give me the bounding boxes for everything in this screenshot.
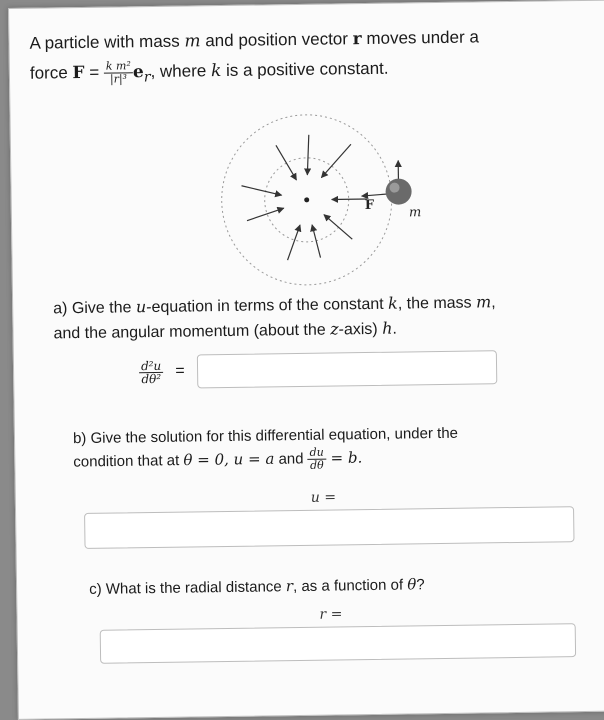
part-b-answer-input[interactable] [84,506,574,549]
question-sheet [8,0,604,720]
mass-label: m [409,205,422,220]
part-a-answer-input[interactable] [196,350,496,388]
part-c-answer-input[interactable] [100,623,576,664]
u-answer-label: u = [311,489,336,505]
force-label: F [365,198,375,213]
part-c-question: c) What is the radial distance r, as a function of θ? [89,571,579,601]
center-point [304,197,309,202]
force-fraction: $\frac{\text{k m²}}{\text{|r|³}}$ [104,60,133,85]
part-a-question: a) Give the u-equation in terms of the constant k, the mass m, and the angular momentum (about the z-axis) h. [53,289,574,346]
intro-line-1: A particle with mass m and position vector r moves under a [29,21,589,59]
part-a-answer-row: $\frac{\text{d²u}}{\text{dθ²}}$ = [139,350,497,389]
first-derivative-fraction: $\frac{du}{d\theta}$ [308,447,326,472]
part-b-question: b) Give the solution for this differential equation, under the condition that at θ = 0, u = a and $\frac{du}{d\theta}$ = b. [73,421,574,475]
intro-line-2: force F = $\frac{\text{k m²}}{\text{|r|³}}$ $e_r$, where k is a positive constant. [30,51,590,94]
problem-statement [29,21,590,94]
r-answer-label: r = [319,606,342,622]
force-diagram [200,98,443,291]
second-derivative-fraction: $\frac{\text{d²u}}{\text{dθ²}}$ [139,359,164,384]
